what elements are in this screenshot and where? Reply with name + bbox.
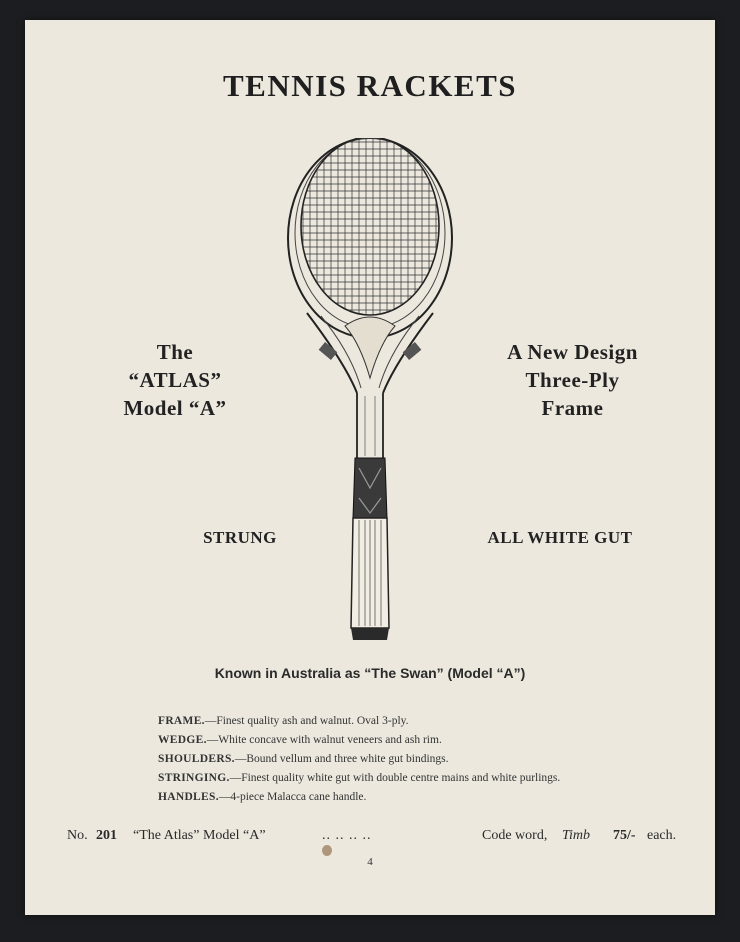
ink-stain <box>322 845 332 856</box>
catalogue-number: 201 <box>96 828 117 843</box>
leader-dots: .. .. .. .. <box>322 828 372 843</box>
spec-text: —Bound vellum and three white gut bindings. <box>234 753 449 765</box>
spec-label: FRAME. <box>158 715 205 727</box>
spec-text: —4-piece Malacca cane handle. <box>218 791 367 803</box>
model-heading <box>85 338 265 422</box>
spec-text: —White concave with walnut veneers and ash rim. <box>206 734 442 746</box>
spec-item-frame <box>158 712 678 731</box>
catalogue-number-label: No. <box>67 828 88 843</box>
spec-label: WEDGE. <box>158 734 207 746</box>
spec-text: —Finest quality ash and walnut. Oval 3-ply. <box>204 715 409 727</box>
code-word-label: Code word, <box>482 828 548 843</box>
price: 75/- <box>613 828 636 843</box>
model-heading-line-1: The <box>156 340 194 364</box>
design-heading-line-2: Three-Ply <box>525 368 620 392</box>
spec-item-stringing <box>158 769 678 788</box>
code-word: Timb <box>562 828 591 843</box>
price-unit: each. <box>647 828 677 843</box>
spec-item-wedge <box>158 731 678 750</box>
strung-label: STRUNG <box>203 528 277 547</box>
spec-label: STRINGING. <box>158 772 230 784</box>
design-heading <box>465 338 680 422</box>
model-name: “The Atlas” Model “A” <box>133 828 266 843</box>
spec-label: HANDLES. <box>158 791 219 803</box>
spec-item-shoulders <box>158 750 678 769</box>
known-as-caption: Known in Australia as “The Swan” (Model “A”) <box>214 665 526 681</box>
spec-label: SHOULDERS. <box>158 753 235 765</box>
model-heading-line-3: Model “A” <box>123 396 227 420</box>
specification-list <box>158 712 678 807</box>
catalogue-page <box>25 20 715 915</box>
spec-item-handles <box>158 788 678 807</box>
design-heading-line-3: Frame <box>541 396 604 420</box>
page-number: 4 <box>367 856 373 868</box>
tennis-racket-illustration <box>285 138 455 643</box>
gut-label: ALL WHITE GUT <box>487 528 633 547</box>
model-heading-line-2: “ATLAS” <box>128 368 222 392</box>
spec-text: —Finest quality white gut with double centre mains and white purlings. <box>229 772 561 784</box>
design-heading-line-1: A New Design <box>507 340 638 364</box>
page-title: TENNIS RACKETS <box>222 68 518 103</box>
